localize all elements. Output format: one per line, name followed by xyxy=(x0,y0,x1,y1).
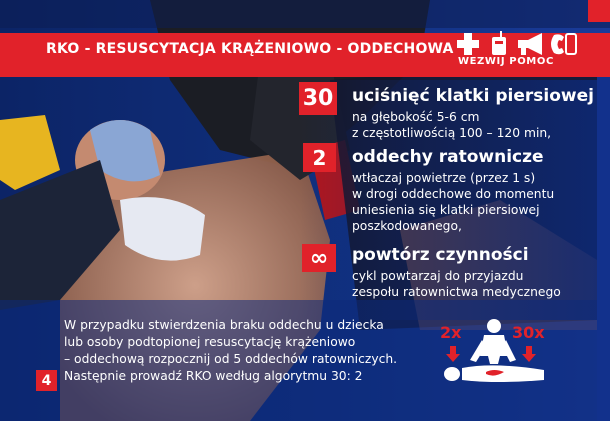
compressions-count-label: 30x xyxy=(512,323,545,342)
breaths-count-label: 2x xyxy=(440,323,462,342)
step-badge-2: 2 xyxy=(303,143,336,172)
side-strip xyxy=(597,77,610,421)
step-desc-compressions: na głębokość 5-6 cm z częstotliwością 100 – 120 min, xyxy=(352,110,552,140)
first-aid-cross-icon xyxy=(457,33,479,55)
step-title-breaths: oddechy ratownicze xyxy=(352,147,544,167)
step-title-repeat: powtórz czynności xyxy=(352,245,529,265)
radio-icon xyxy=(492,31,506,55)
cpr-pictogram xyxy=(434,316,552,390)
top-band xyxy=(0,0,610,28)
step-badge-infinity: ∞ xyxy=(302,244,336,272)
call-for-help-label: WEZWIJ POMOC xyxy=(458,56,554,67)
step-desc-breaths: wtłaczaj powietrze (przez 1 s) w drogi oddechowe do momentu uniesienia się klatki piersiowej poszkodowanego, xyxy=(352,171,555,233)
phone-icon xyxy=(551,34,576,54)
megaphone-icon xyxy=(518,33,542,55)
corner-tab xyxy=(588,0,610,22)
card-title: RKO - RESUSCYTACJA KRĄŻENIOWO - ODDECHOWA xyxy=(46,41,454,57)
step-badge-30: 30 xyxy=(299,82,337,115)
lying-person-icon xyxy=(444,365,544,382)
step-desc-repeat: cykl powtarzaj do przyjazdu zespołu ratownictwa medycznego xyxy=(352,269,561,299)
rescuer-figure-icon xyxy=(470,319,516,364)
step-badge-4: 4 xyxy=(36,370,57,391)
child-drowning-note: W przypadku stwierdzenia braku oddechu u dziecka lub osoby podtopionej resuscytację krążeniowo – oddechową rozpocznij od 5 oddechów ratowniczych. Następnie prowadź RKO według algorytmu 30: 2 xyxy=(64,318,398,383)
emergency-icons xyxy=(456,31,586,57)
step-title-compressions: uciśnięć klatki piersiowej xyxy=(352,86,594,106)
